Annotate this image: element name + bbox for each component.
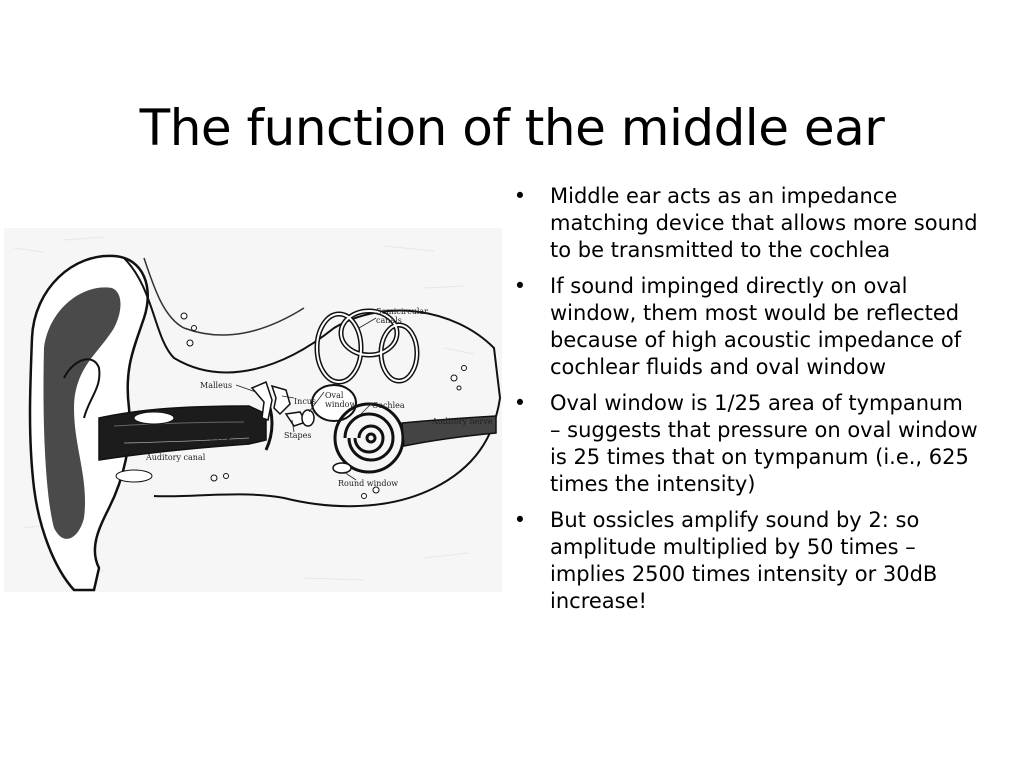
label-incus: Incus [294,397,317,406]
bullet-marker: • [513,508,527,532]
bullet-marker: • [513,391,527,415]
slide-title: The function of the middle ear [139,98,885,157]
label-window: window [325,400,357,409]
label-auditory-canal: Auditory canal [146,453,206,462]
label-stapes: Stapes [284,431,312,440]
bullet-item [508,390,978,498]
label-eardrum: Eardrum [210,437,247,446]
bullet-marker: • [513,184,527,208]
oval-window [302,410,314,426]
label-semicircular: Semicircular [376,307,429,316]
bullet-text: Middle ear acts as an impedance matching device that allows more sound to be transmitted to the cochlea [550,184,978,262]
label-oval: Oval [325,391,344,400]
label-malleus: Malleus [200,381,233,390]
bullet-text: Oval window is 1/25 area of tympanum – suggests that pressure on oval window is 25 times that on tympanum (i.e., 625 times the intensity) [550,391,978,496]
label-round-window: Round window [338,479,399,488]
ear-anatomy-illustration [4,228,502,592]
bullet-marker: • [513,274,527,298]
label-cochlea: Cochlea [372,401,405,410]
bullet-item [508,507,978,615]
bullet-list [508,183,978,624]
bullet-item [508,183,978,264]
round-window [333,463,351,473]
label-auditory-nerve: Auditory nerve [432,417,493,426]
bullet-text: But ossicles amplify sound by 2: so amplitude multiplied by 50 times – implies 2500 times intensity or 30dB increase! [550,508,938,613]
bullet-item [508,273,978,381]
label-canals: canals [376,316,402,325]
ear-anatomy-diagram [4,228,502,592]
bullet-text: If sound impinged directly on oval window, them most would be reflected because of high acoustic impedance of cochlear fluids and oval window [550,274,962,379]
